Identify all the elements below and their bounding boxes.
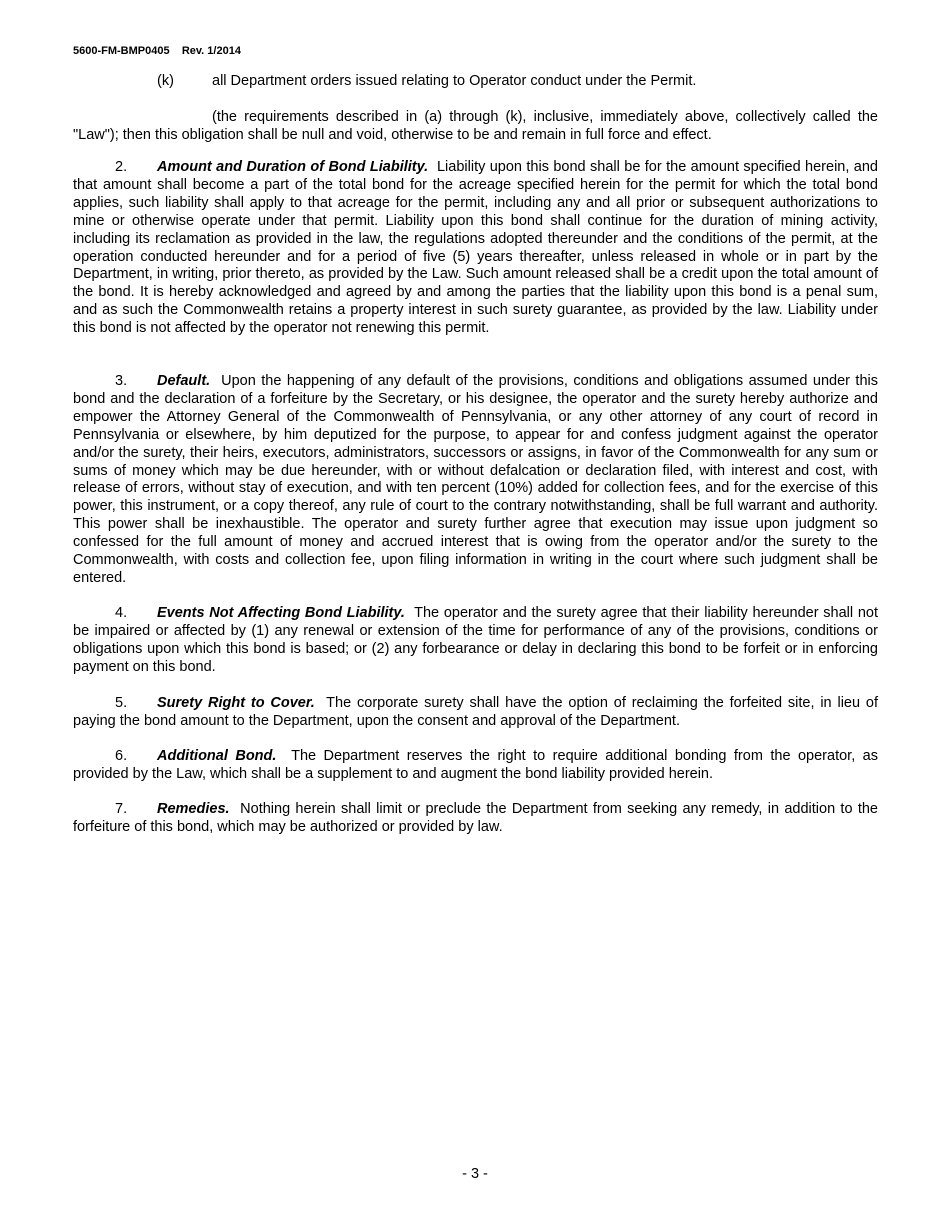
section-heading: Additional Bond. — [157, 748, 277, 764]
section-text: The corporate surety shall have the option of reclaiming the forfeited site, in lieu of paying the bond amount to the Department, upon the consent and approval of the Department. — [73, 695, 878, 729]
section-text: Nothing herein shall limit or preclude the Department from seeking any remedy, in addition to the forfeiture of this bond, which may be authorized or provided by law. — [73, 801, 878, 835]
section-number: 3. — [115, 373, 128, 389]
section-heading: Amount and Duration of Bond Liability. — [157, 159, 429, 175]
list-item-label: (k) — [157, 73, 174, 89]
section-additional-bond — [73, 748, 878, 784]
section-text: The operator and the surety agree that their liability hereunder shall not be impaired or affected by (1) any renewal or extension of the time for performance of any of the provisions, conditions or obligations upon which this bond is based; or (2) any forbearance or delay in declaring this bond to be forfeit or in enforcing payment on this bond. — [73, 605, 878, 675]
section-heading: Surety Right to Cover. — [157, 695, 315, 711]
section-text: Liability upon this bond shall be for the amount specified herein, and that amount shall become a part of the total bond for the acreage specified herein for the permit for which the total bond applies, such liability shall apply to that acreage for the permit, including any and all prior or subsequent authorizations to mine or otherwise operate under that permit. Liability upon this bond shall continue for the duration of mining activity, including its reclamation as provided in the law, the regulations adopted thereunder and the conditions of the permit, at the operation conducted hereunder and for a period of five (5) years thereafter, unless released in whole or in part by the Department, in writing, prior thereto, as provided by the Law. Such amount released shall be a credit upon the total amount of the bond. It is hereby acknowledged and agreed by and among the parties that the liability upon this bond is a penal sum, and as such the Commonwealth retains a property interest in such surety guarantee, as provided by the law. Liability under this bond is not affected by the operator not renewing this permit. — [73, 159, 878, 337]
section-heading: Remedies. — [157, 801, 230, 817]
section-remedies — [73, 801, 878, 837]
section-number: 6. — [115, 748, 128, 764]
section-events-not-affecting — [73, 605, 878, 677]
section-text: Upon the happening of any default of the provisions, conditions and obligations assumed under this bond and the declaration of a forfeiture by the Secretary, or his designee, the operator and the surety hereby authorize and empower the Attorney General of the Commonwealth of Pennsylvania, or any other attorney of any court of record in Pennsylvania or elsewhere, by him deputized for the purpose, to appear for and confess judgment against the operator and/or the surety, their heirs, executors, administrators, successors or assigns, in favor of the Commonwealth for any sum or sums of money which may be due hereunder, with or without defalcation or declaration filed, with interest and cost, with release of errors, without stay of execution, and with ten percent (10%) added for collection fees, and for the exercise of this power, this instrument, or a copy thereof, any rule of court to the contrary notwithstanding, shall be full warrant and authority. This power shall be inexhaustible. The operator and surety further agree that execution may issue upon judgment so confessed for the full amount of money and accrued interest that is owing from the operator and/or the surety to the Commonwealth, with costs and collection fee, upon filing information in writing in the court where such judgment shall be entered. — [73, 373, 878, 586]
form-id-header: 5600-FM-BMP0405 Rev. 1/2014 — [73, 45, 241, 57]
section-heading: Events Not Affecting Bond Liability. — [157, 605, 405, 621]
section-surety-right — [73, 695, 878, 731]
section-number: 7. — [115, 801, 128, 817]
section-default — [73, 373, 878, 588]
section-number: 5. — [115, 695, 128, 711]
page-number: - 3 - — [462, 1166, 488, 1182]
section-number: 2. — [115, 159, 128, 175]
list-item-text: all Department orders issued relating to Operator conduct under the Permit. — [212, 73, 697, 89]
section-heading: Default. — [157, 373, 211, 389]
section-text: The Department reserves the right to require additional bonding from the operator, as provided by the Law, which shall be a supplement to and augment the bond liability provided herein. — [73, 748, 878, 782]
law-definition-paragraph: (the requirements described in (a) through (k), inclusive, immediately above, collectively called the "Law"); then this obligation shall be null and void, otherwise to be and remain in full force and effect. — [73, 109, 878, 143]
section-number: 4. — [115, 605, 128, 621]
section-amount-duration — [73, 159, 878, 338]
